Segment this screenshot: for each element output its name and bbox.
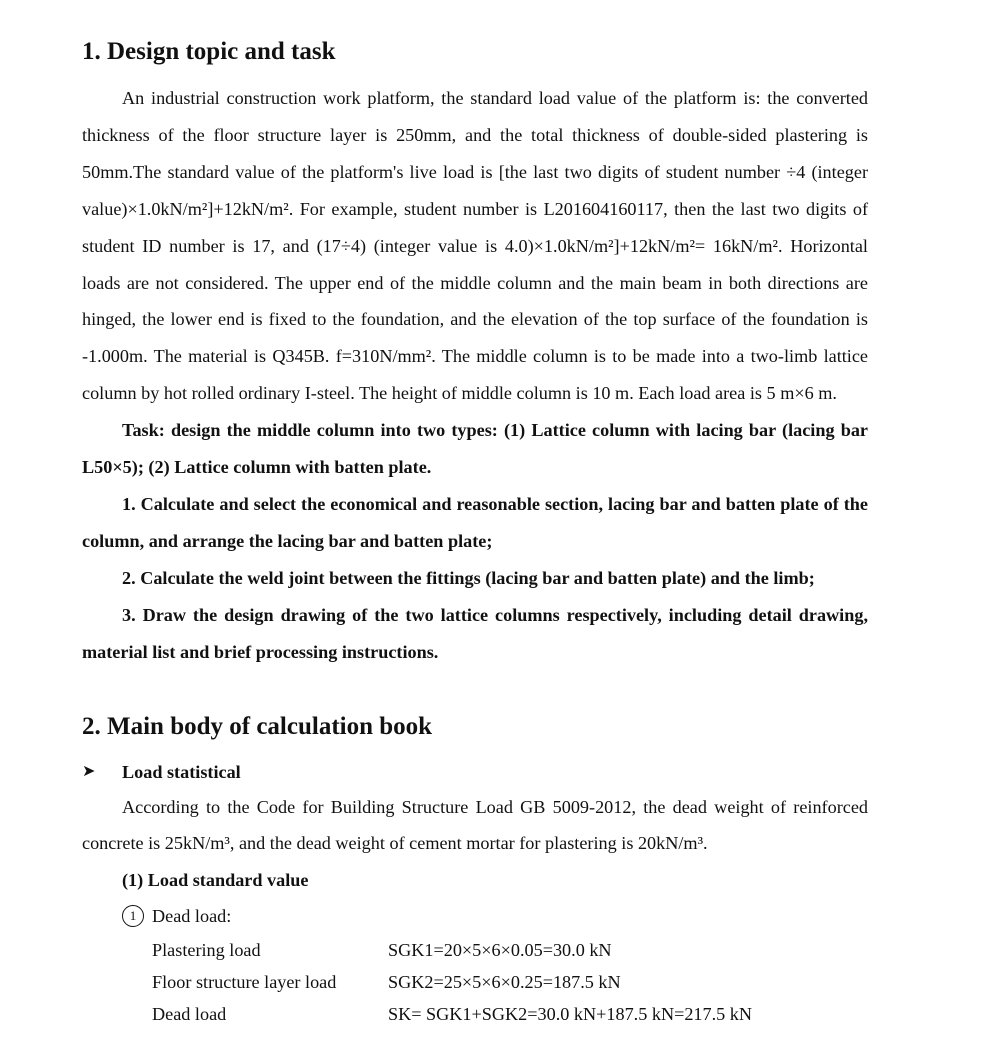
load-row <box>82 966 868 998</box>
load-row-label: Floor structure layer load <box>152 972 337 993</box>
task-paragraph: Task: design the middle column into two types: (1) Lattice column with lacing bar (lacing bar L50×5); (2) Lattice column with batten plate. <box>82 420 868 478</box>
task-item-3: 3. Draw the design drawing of the two lattice columns respectively, including detail drawing, material list and brief processing instructions. <box>82 604 868 662</box>
load-row-label: Dead load <box>152 1004 227 1025</box>
code-paragraph: According to the Code for Building Structure Load GB 5009-2012, the dead weight of reinforced concrete is 25kN/m³, and the dead weight of cement mortar for plastering is 20kN/m³. <box>82 796 868 854</box>
section-1-title: 1. Design topic and task <box>82 38 336 65</box>
load-row <box>82 998 868 1030</box>
load-row-value: SK= SGK1+SGK2=30.0 kN+187.5 kN=217.5 kN <box>388 1004 753 1025</box>
task-item-2: 2. Calculate the weld joint between the fittings (lacing bar and batten plate) and the limb; <box>122 567 815 588</box>
dead-load-heading <box>82 898 868 934</box>
document-page <box>82 28 868 1030</box>
load-row-label: Plastering load <box>152 940 261 961</box>
dead-load-label: Dead load: <box>152 906 232 927</box>
intro-paragraph: An industrial construction work platform, the standard load value of the platform is: the converted thickness of the floor structure layer is 250mm, and the total thickness of double-sided plastering is 50mm.The standard value of the platform's live load is [the last two digits of student number ÷4 (integer value)×1.0kN/m²]+12kN/m². For example, student number is L201604160117, then the last two digits of student ID number is 17, and (17÷4) (integer value is 4.0)×1.0kN/m²]+12kN/m²= 16kN/m². Horizontal loads are not considered. The upper end of the middle column and the main beam in both directions are hinged, the lower end is fixed to the foundation, and the elevation of the top surface of the foundation is -1.000m. The material is Q345B. f=310N/mm². The middle column is to be made into a two-limb lattice column by hot rolled ordinary I-steel. The height of middle column is 10 m. Each load area is 5 m×6 m. <box>82 88 868 404</box>
bullet-load-statistical <box>82 755 868 789</box>
load-row-value: SGK1=20×5×6×0.05=30.0 kN <box>388 940 612 961</box>
load-row <box>82 934 868 966</box>
task-item-1: 1. Calculate and select the economical and reasonable section, lacing bar and batten plate of the column, and arrange the lacing bar and batten plate; <box>82 493 868 551</box>
arrow-bullet-icon: ➤ <box>82 762 96 780</box>
load-standard-heading: (1) Load standard value <box>122 870 309 891</box>
circled-number: 1 <box>122 905 144 927</box>
section-2-title: 2. Main body of calculation book <box>82 712 433 740</box>
load-row-value: SGK2=25×5×6×0.25=187.5 kN <box>388 972 621 993</box>
bullet-label: Load statistical <box>122 761 241 782</box>
